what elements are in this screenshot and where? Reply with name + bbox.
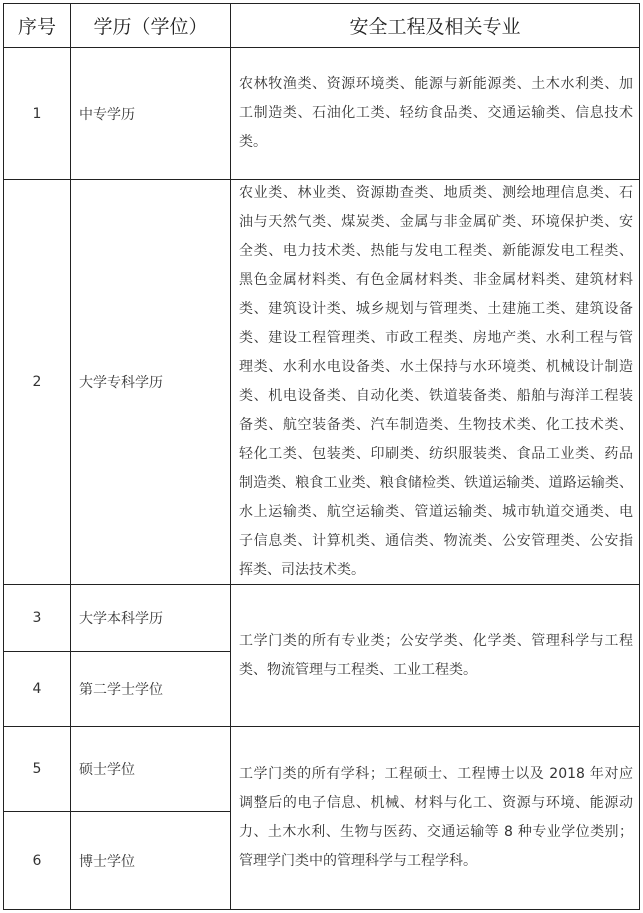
row-degree: 大学本科学历 (70, 584, 231, 652)
majors-line: 工制造类、石油化工类、轻纺食品类、交通运输类、信息技术 (239, 105, 633, 121)
header-majors: 安全工程及相关专业 (230, 3, 640, 48)
majors-line: 水上运输类、航空运输类、管道运输类、城市轨道交通类、电 (239, 504, 633, 520)
row-degree: 中专学历 (70, 47, 231, 180)
majors-cell (230, 179, 640, 585)
majors-line: 工学门类的所有学科；工程硕士、工程博士以及 2018 年对应 (239, 766, 633, 782)
row-number: 4 (3, 651, 71, 727)
majors-cell (230, 584, 640, 727)
majors-line: 油与天然气类、煤炭类、金属与非金属矿类、环境保护类、安 (239, 214, 633, 230)
row-degree: 第二学士学位 (70, 651, 231, 727)
majors-line: 备类、航空装备类、汽车制造类、生物技术类、化工技术类、 (239, 417, 633, 433)
header-number: 序号 (3, 3, 71, 48)
row-number: 2 (3, 179, 71, 585)
majors-line: 农业类、林业类、资源勘查类、地质类、测绘地理信息类、石 (239, 185, 633, 201)
row-number: 1 (3, 47, 71, 180)
majors-line: 类、建设工程管理类、市政工程类、房地产类、水利工程与管 (239, 330, 633, 346)
row-degree: 硕士学位 (70, 726, 231, 812)
majors-line: 子信息类、计算机类、通信类、物流类、公安管理类、公安指 (239, 533, 633, 549)
row-number: 5 (3, 726, 71, 812)
row-number: 6 (3, 811, 71, 910)
row-degree: 博士学位 (70, 811, 231, 910)
majors-line: 管理学门类中的管理科学与工程学科。 (239, 853, 477, 869)
majors-cell (230, 47, 640, 180)
row-number: 3 (3, 584, 71, 652)
majors-line: 全类、电力技术类、热能与发电工程类、新能源发电工程类、 (239, 243, 633, 259)
majors-cell (230, 726, 640, 910)
majors-line: 类。 (239, 134, 267, 150)
majors-line: 挥类、司法技术类。 (239, 562, 365, 578)
header-degree: 学历（学位） (70, 3, 231, 48)
majors-line: 农林牧渔类、资源环境类、能源与新能源类、土木水利类、加 (239, 76, 633, 92)
majors-line: 工学门类的所有专业类；公安学类、化学类、管理科学与工程 (239, 632, 633, 649)
majors-line: 制造类、粮食工业类、粮食储检类、铁道运输类、道路运输类、 (239, 475, 633, 491)
majors-line: 类、建筑设计类、城乡规划与管理类、土建施工类、建筑设备 (239, 301, 633, 317)
majors-line: 类、机电设备类、自动化类、铁道装备类、船舶与海洋工程装 (239, 388, 633, 404)
majors-line: 轻化工类、包装类、印刷类、纺织服装类、食品工业类、药品 (239, 446, 633, 462)
row-degree: 大学专科学历 (70, 179, 231, 585)
majors-line: 调整后的电子信息、机械、材料与化工、资源与环境、能源动 (239, 795, 633, 811)
majors-line: 理类、水利水电设备类、水土保持与水环境类、机械设计制造 (239, 359, 633, 375)
majors-line: 力、土木水利、生物与医药、交通运输等 8 种专业学位类别； (239, 824, 633, 840)
majors-line: 类、物流管理与工程类、工业工程类。 (239, 661, 477, 678)
majors-line: 黑色金属材料类、有色金属材料类、非金属材料类、建筑材料 (239, 272, 633, 288)
